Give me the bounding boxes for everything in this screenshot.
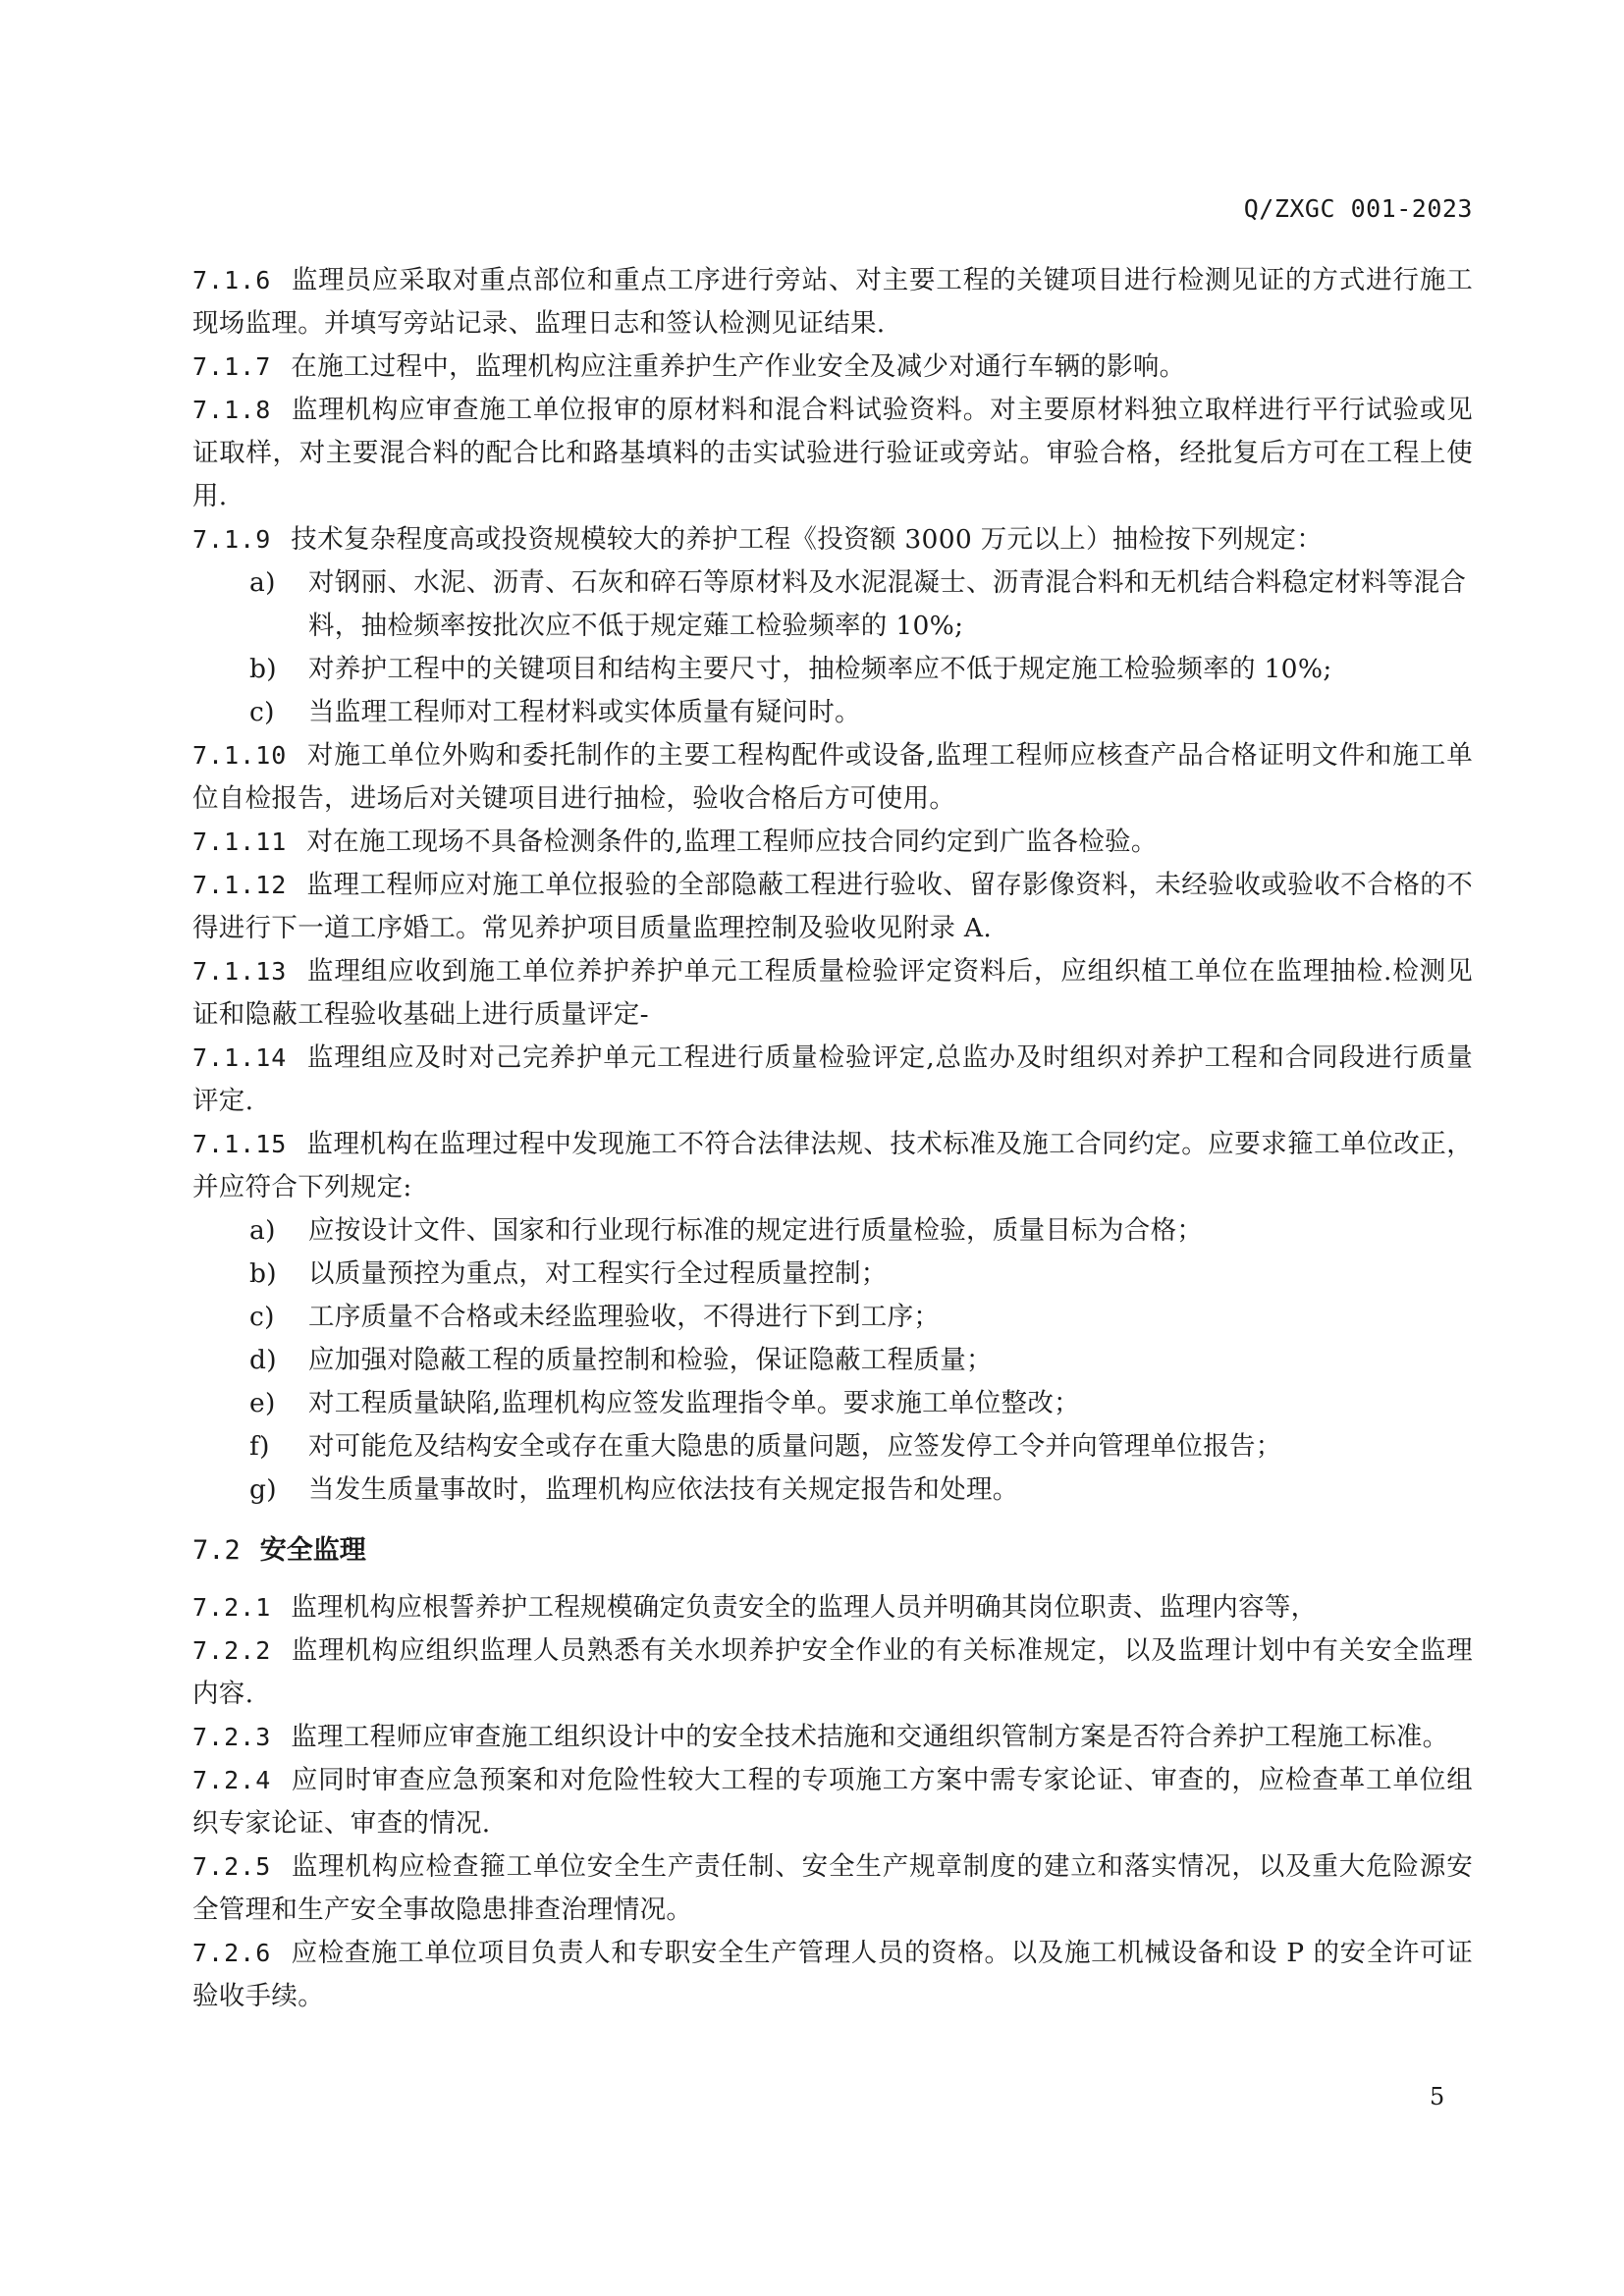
clause-text: 对施工单位外购和委托制作的主要工程构配件或设备,监理工程师应核查产品合格证明文件和施工单位自检报告，进场后对关键项目进行抽检，验收合格后方可使用。 [192,740,1473,814]
section-title: 安全监理 [259,1535,366,1566]
section-number: 7.2 [192,1535,241,1566]
clause [192,1932,1473,2018]
list-label: f) [249,1431,270,1462]
list-label: g) [249,1474,277,1505]
list-label: e) [249,1388,276,1418]
list-text: 当发生质量事故时，监理机构应依法技有关规定报告和处理。 [308,1474,1019,1505]
clause [192,1716,1473,1759]
clause-group-7-1-6-to-7-1-9 [192,259,1473,561]
list-text: 应加强对隐蔽工程的质量控制和检验，保证隐蔽工程质量； [308,1345,993,1375]
list-label: a) [249,1215,276,1246]
clause-text: 在施工过程中，监理机构应注重养护生产作业安全及减少对通行车辆的影响。 [291,351,1186,382]
clause [192,821,1473,864]
clause-text: 监理机构应检查箍工单位安全生产责任制、安全生产规章制度的建立和落实情况，以及重大危险源安全管理和生产安全事故隐患排查治理情况。 [192,1851,1473,1925]
clause-number: 7.1.12 [192,871,288,899]
list-text: 以质量预控为重点，对工程实行全过程质量控制； [308,1258,888,1289]
clause-text: 应同时审查应急预案和对危险性较大工程的专项施工方案中需专家论证、审查的，应检查革工单位组织专家论证、审查的情况. [192,1765,1473,1839]
list-item [192,1209,1473,1253]
list-label: c) [249,1302,275,1332]
clause [192,950,1473,1037]
clause-group-7-2 [192,1586,1473,2018]
list-label: d) [249,1345,277,1375]
clause-number: 7.1.7 [192,352,272,381]
clause-number: 7.1.14 [192,1043,288,1072]
list-item [192,1468,1473,1512]
clause [192,734,1473,821]
clause-text: 技术复杂程度高或投资规模较大的养护工程《投资额 3000 万元以上）抽检按下列规定： [291,524,1324,555]
clause-number: 7.2.2 [192,1636,272,1665]
clause-text: 监理组应及时对己完养护单元工程进行质量检验评定,总监办及时组织对养护工程和合同段进行质量评定. [192,1042,1473,1116]
clause-group-7-1-10-to-7-1-15 [192,734,1473,1209]
clause-text: 监理机构应组织监理人员熟悉有关水坝养护安全作业的有关标准规定，以及监理计划中有关安全监理内容. [192,1635,1473,1709]
list-item [192,1253,1473,1296]
clause [192,518,1473,561]
list-item [192,561,1473,648]
clause [192,1123,1473,1209]
list-item [192,1296,1473,1339]
list-text: 对可能危及结构安全或存在重大隐患的质量问题，应签发停工令并向管理单位报告； [308,1431,1282,1462]
list-item [192,1382,1473,1425]
clause-number: 7.1.9 [192,525,272,554]
clause [192,1586,1473,1629]
list-label: b) [249,654,277,684]
clause-text: 对在施工现场不具备检测条件的,监理工程师应技合同约定到广监各检验。 [306,827,1158,857]
clause-number: 7.2.4 [192,1766,272,1794]
clause [192,1037,1473,1123]
document-code: Q/ZXGC 001-2023 [1243,194,1473,223]
clause [192,389,1473,518]
clause-number: 7.1.10 [192,741,288,770]
clause-text: 监理员应采取对重点部位和重点工序进行旁站、对主要工程的关键项目进行检测见证的方式进行施工现场监理。并填写旁站记录、监理日志和签认检测见证结果. [192,265,1473,339]
list-text: 当监理工程师对工程材料或实体质量有疑问时。 [308,697,861,727]
list-item [192,648,1473,691]
clause [192,259,1473,346]
clause [192,1845,1473,1932]
list-text: 对工程质量缺陷,监理机构应签发监理指令单。要求施工单位整改； [308,1388,1080,1418]
list-item [192,1425,1473,1468]
list-text: 应按设计文件、国家和行业现行标准的规定进行质量检验，质量目标为合格； [308,1215,1204,1246]
clause [192,864,1473,950]
clause [192,1759,1473,1845]
clause-text: 监理工程师应对施工单位报验的全部隐蔽工程进行验收、留存影像资料，未经验收或验收不合格的不得进行下一道工序婚工。常见养护项目质量监理控制及验收见附录 A. [192,870,1473,943]
document-body [192,259,1473,2018]
clause-number: 7.1.15 [192,1130,288,1158]
clause-number: 7.2.1 [192,1593,272,1622]
list-label: b) [249,1258,277,1289]
clause-number: 7.1.13 [192,957,288,986]
list-text: 对养护工程中的关键项目和结构主要尺寸，抽检频率应不低于规定施工检验频率的 10%; [308,654,1332,684]
clause-number: 7.1.8 [192,396,272,424]
list-item [192,691,1473,734]
clause-text: 监理组应收到施工单位养护养护单元工程质量检验评定资料后，应组织植工单位在监理抽检.检测见证和隐蔽工程验收基础上进行质量评定- [192,956,1473,1030]
clause [192,1629,1473,1716]
clause-text: 监理机构在监理过程中发现施工不符合法律法规、技术标准及施工合同约定。应要求箍工单位改正，并应符合下列规定: [192,1129,1473,1202]
list-7-1-15 [192,1209,1473,1512]
clause-number: 7.2.3 [192,1723,272,1751]
clause-number: 7.1.11 [192,828,288,856]
clause-number: 7.2.6 [192,1939,272,1967]
clause-number: 7.1.6 [192,266,272,294]
section-heading [192,1529,1473,1573]
list-label: a) [249,567,276,598]
clause-text: 监理工程师应审查施工组织设计中的安全技术拮施和交通组织管制方案是否符合养护工程施工标准。 [291,1722,1449,1752]
clause-number: 7.2.5 [192,1852,272,1881]
list-item [192,1339,1473,1382]
list-text: 对钢丽、水泥、沥青、石灰和碎石等原材料及水泥混凝士、沥青混合料和无机结合料稳定材料等混合料，抽检频率按批次应不低于规定薙工检验频率的 10%; [308,567,1467,641]
list-label: c) [249,697,275,727]
clause-text: 监理机构应审查施工单位报审的原材料和混合料试验资料。对主要原材料独立取样进行平行试验或见证取样，对主要混合料的配合比和路基填料的击实试验进行验证或旁站。审验合格，经批复后方可在工程上使用. [192,395,1473,511]
clause-text: 监理机构应根誓养护工程规模确定负责安全的监理人员并明确其岗位职责、监理内容等， [291,1592,1318,1623]
clause-text: 应检查施工单位项目负责人和专职安全生产管理人员的资格。以及施工机械设备和设 P 的安全许可证验收手续。 [192,1938,1473,2011]
clause [192,346,1473,389]
list-7-1-9 [192,561,1473,734]
list-text: 工序质量不合格或未经监理验收，不得进行下到工序； [308,1302,941,1332]
page-number: 5 [1430,2083,1445,2110]
